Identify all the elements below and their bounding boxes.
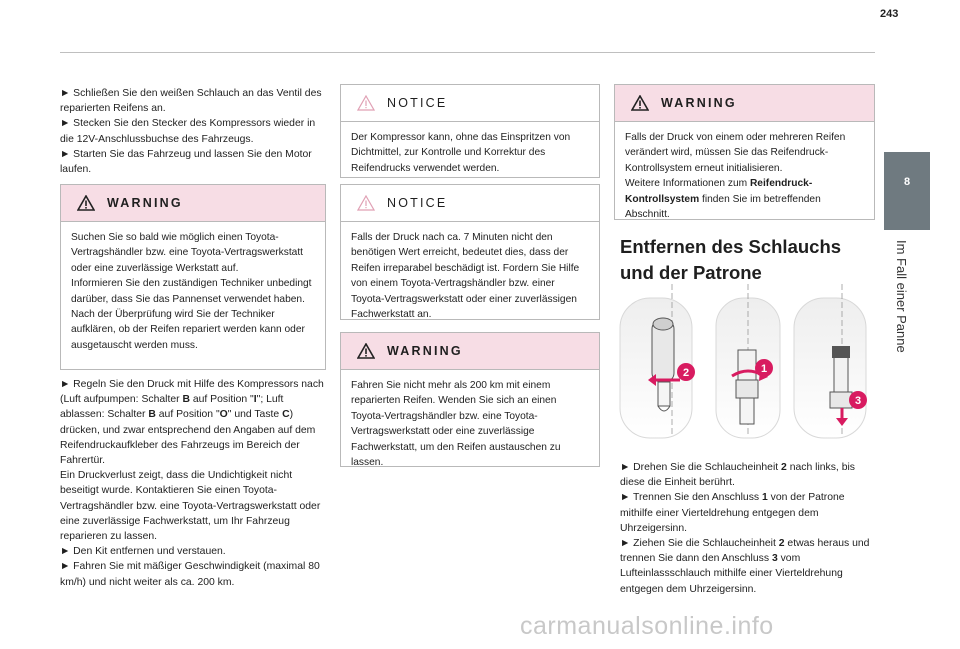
intro-step-2: ► Stecken Sie den Stecker des Kompressors wieder in die 12V-Anschlussbuchse des Fahrzeugs. <box>60 118 316 145</box>
panel-1 <box>620 284 692 438</box>
warning-text-2: Informieren Sie den zuständigen Techniker unbedingt darüber, dass Sie das Pannenset verwendet haben. Nach der Überprüfung wird Sie der Techniker aufklären, ob der Reifen repariert werden kann oder ausgetauscht werden muss. <box>71 278 312 351</box>
warning-body <box>61 222 325 361</box>
chapter-title: Im Fall einer Panne <box>894 240 909 353</box>
warning-text-1: Suchen Sie so bald wie möglich einen Toyota-Vertragshändler bzw. eine Toyota-Vertragswerkstatt oder eine zuverlässige Werkstatt auf. <box>71 232 303 274</box>
step-disconnect: ► Trennen Sie den Anschluss 1 von der Patrone mithilfe einer Vierteldrehung entgegen dem Uhrzeigersinn. <box>620 492 845 534</box>
notice-label: NOTICE <box>387 96 448 110</box>
step-remove-kit: ► Den Kit entfernen und verstauen. <box>60 546 226 558</box>
hose-removal-figure <box>618 284 874 440</box>
notice-box-1 <box>340 84 600 178</box>
warning-box-col2 <box>340 332 600 467</box>
header-divider <box>60 52 875 53</box>
column-1-steps <box>60 377 326 590</box>
column-1 <box>60 86 325 177</box>
warning-body <box>615 122 874 230</box>
section-heading: Entfernen des Schlauchs und der Patrone <box>620 236 842 283</box>
step-pressure-loss: Ein Druckverlust zeigt, dass die Undichtigkeit nicht beseitigt wurde. Kontaktieren Sie einen Toyota-Vertragshändler bzw. eine Toyota-Vertragswerkstatt oder eine zuverlässige Fachwerkstatt, um Ihr Fahrzeug reparieren zu lassen. <box>60 470 321 543</box>
warning-label: WARNING <box>387 344 463 358</box>
svg-text:3: 3 <box>854 395 862 407</box>
notice-header <box>341 85 599 121</box>
callout-3 <box>849 391 867 409</box>
warning-icon <box>77 195 95 211</box>
warning-header <box>341 333 599 369</box>
intro-step-3: ► Starten Sie das Fahrzeug und lassen Sie den Motor laufen. <box>60 148 312 176</box>
warning-icon <box>631 95 649 111</box>
column-3-steps <box>620 460 876 597</box>
step-pull-hose: ► Ziehen Sie die Schlaucheinheit 2 etwas heraus und trennen Sie dann den Anschluss 3 vom Lufteinlassschlauch mithilfe einer Vierteldrehung entgegen dem Uhrzeigersinn. <box>620 538 870 595</box>
callout-2 <box>677 363 695 381</box>
notice-box-2 <box>340 184 600 320</box>
panel-3 <box>794 284 866 438</box>
watermark: carmanualsonline.info <box>520 612 774 640</box>
warning-label: WARNING <box>661 96 737 110</box>
step-turn-hose: ► Drehen Sie die Schlaucheinheit 2 nach links, bis diese die Einheit berührt. <box>620 462 855 489</box>
notice-header <box>341 185 599 221</box>
warning-header <box>61 185 325 221</box>
warning-text-2: Weitere Informationen zum Reifendruck-Kontrollsystem finden Sie im betreffenden Abschnitt. <box>625 178 821 221</box>
warning-box-col1 <box>60 184 326 370</box>
notice-icon <box>357 95 375 111</box>
svg-text:2: 2 <box>682 367 690 379</box>
warning-icon <box>357 343 375 359</box>
warning-text-1: Falls der Druck von einem oder mehreren Reifen verändert wird, müssen Sie das Reifendruck-Kontrollsystem erneut initialisieren. <box>625 132 846 174</box>
chapter-number: 8 <box>903 176 911 188</box>
notice-label: NOTICE <box>387 196 448 210</box>
warning-label: WARNING <box>107 196 183 210</box>
intro-step-1: ► Schließen Sie den weißen Schlauch an das Ventil des reparierten Reifens an. <box>60 88 322 115</box>
svg-text:1: 1 <box>760 363 768 375</box>
notice-body: Falls der Druck nach ca. 7 Minuten nicht den benötigen Wert erreicht, bedeutet dies, dass der Reifen irreparabel beschädigt ist. Fordern Sie Hilfe von einem Toyota-Vertragshändler bzw. einer Toyota-Vertragswerkstatt oder einer zuverlässigen Fachwerkstatt an. <box>351 232 580 321</box>
chapter-tab <box>884 152 930 230</box>
callout-1 <box>755 359 773 377</box>
warning-box-col3 <box>614 84 875 220</box>
warning-header <box>615 85 874 121</box>
page-number: 243 <box>880 8 899 20</box>
panel-2 <box>716 284 780 438</box>
warning-body: Fahren Sie nicht mehr als 200 km mit einem reparierten Reifen. Wenden Sie sich an einen Toyota-Vertragshändler bzw. eine Toyota-Vertragswerkstatt oder eine zuverlässige Fachwerkstatt, um den Reifen austauschen zu lassen. <box>351 380 561 469</box>
notice-icon <box>357 195 375 211</box>
notice-body: Der Kompressor kann, ohne das Einspritzen von Dichtmittel, zur Kontrolle und Korrektur des Reifendrucks verwendet werden. <box>351 132 571 174</box>
step-pressure: ► Regeln Sie den Druck mit Hilfe des Kompressors nach (Luft aufpumpen: Schalter B auf Position "I"; Luft ablassen: Schalter B auf Position "O" und Taste C) drücken, und zwar entsprechend den Angaben auf dem Reifendruckaufkleber des Fahrzeugs im Bereich der Fahrertür. <box>60 379 324 467</box>
step-drive: ► Fahren Sie mit mäßiger Geschwindigkeit (maximal 80 km/h) und nicht weiter als ca. 200 km. <box>60 561 320 588</box>
